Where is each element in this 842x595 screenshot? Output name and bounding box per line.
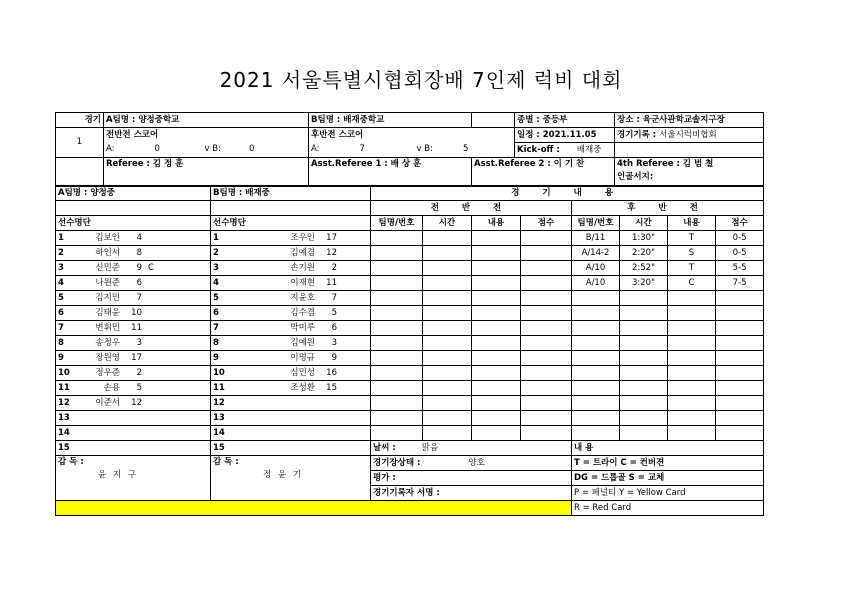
match-header-table (55, 112, 764, 187)
player-a-cell: 4 나원준 6 (56, 276, 211, 291)
player-list-b-label: 선수명단 (211, 216, 371, 231)
venue: 장소 : 육군사관학교솔지구장 (615, 113, 764, 128)
event-score: 7-5 (716, 276, 764, 291)
col-time-2: 시간 (620, 216, 668, 231)
table-row (56, 231, 764, 246)
player-a-cell: 15 (56, 441, 211, 456)
col-score-2: 점수 (716, 216, 764, 231)
legend-4: R = Red Card (572, 501, 764, 516)
table-row (56, 351, 764, 366)
player-a-cell: 13 (56, 411, 211, 426)
player-b-cell: 4 이재현 11 (211, 276, 371, 291)
event-time: 2:20" (620, 246, 668, 261)
asst-referee-2: Asst.Referee 2 : 이 기 찬 (472, 158, 615, 187)
game-label: 경기 (56, 113, 104, 128)
kickoff: Kick-off : 배재중 (515, 143, 615, 158)
legend-3: P = 페널티 Y = Yellow Card (572, 486, 764, 501)
asst-referee-1: Asst.Referee 1 : 배 상 훈 (309, 158, 472, 187)
weather: 날씨 : 맑음 (371, 441, 572, 456)
table-row (56, 336, 764, 351)
player-b-cell: 14 (211, 426, 371, 441)
fourth-referee: 4th Referee : 김 범 철 인골서지: (615, 158, 764, 187)
player-b-cell: 8 김예원 3 (211, 336, 371, 351)
event-content: T (668, 261, 716, 276)
table-row (56, 261, 764, 276)
table-row (56, 441, 764, 456)
game-number: 1 (56, 128, 104, 158)
event-score: 0-5 (716, 246, 764, 261)
event-team: A/10 (572, 276, 620, 291)
category: 종별 : 중등부 (515, 113, 615, 128)
player-a-cell: 6 김태윤 10 (56, 306, 211, 321)
document-title: 2021 서울특별시협회장배 7인제 럭비 대회 (219, 68, 623, 92)
event-team: A/14-2 (572, 246, 620, 261)
player-b-cell: 10 심민성 16 (211, 366, 371, 381)
player-b-cell: 2 김예겸 12 (211, 246, 371, 261)
fh-b: v B: 0 (193, 143, 309, 158)
recorder-signature: 경기기록자 서명 : (371, 486, 572, 501)
player-a-cell: 2 하인서 8 (56, 246, 211, 261)
date: 일정 : 2021.11.05 (515, 128, 615, 143)
player-a-cell: 10 정우준 2 (56, 366, 211, 381)
player-a-cell: 1 김보인 4 (56, 231, 211, 246)
player-b-cell: 15 (211, 441, 371, 456)
roster-team-b: B팀명 : 배재중 (211, 186, 371, 201)
col-team-no-2: 팀명/번호 (572, 216, 620, 231)
player-a-cell: 12 이준서 12 (56, 396, 211, 411)
col-time: 시간 (423, 216, 472, 231)
event-score: 0-5 (716, 231, 764, 246)
col-score: 점수 (521, 216, 572, 231)
table-row (56, 321, 764, 336)
roster-table (55, 185, 764, 516)
sh-a: A: 7 (309, 143, 409, 158)
player-list-a-label: 선수명단 (56, 216, 211, 231)
table-row (56, 396, 764, 411)
table-row (56, 426, 764, 441)
team-a-name: A팀명 : 양정중학교 (104, 113, 309, 128)
team-b-name: B팀명 : 배재중학교 (309, 113, 472, 128)
coach-b: 감 독 : 정 윤 기 (211, 456, 371, 486)
highlight-bar (56, 501, 572, 516)
event-content: S (668, 246, 716, 261)
col-content: 내용 (472, 216, 521, 231)
player-b-cell: 6 김수겸 5 (211, 306, 371, 321)
event-time: 2:52" (620, 261, 668, 276)
player-a-cell: 9 장원영 17 (56, 351, 211, 366)
table-row (56, 276, 764, 291)
coach-a: 감 독 : 윤 지 구 (56, 456, 211, 486)
fh-a: A: 0 (104, 143, 193, 158)
player-a-cell: 3 신민준 9 C (56, 261, 211, 276)
event-team: A/10 (572, 261, 620, 276)
game-content-header: 경 기 내 용 (371, 186, 764, 201)
second-half-header: 후 반 전 (572, 201, 764, 216)
player-a-cell: 11 손용 5 (56, 381, 211, 396)
table-row (56, 366, 764, 381)
second-half-score-label: 후반전 스코어 (309, 128, 515, 143)
first-half-header: 전 반 전 (371, 201, 572, 216)
player-b-cell: 1 조우인 17 (211, 231, 371, 246)
event-team: B/11 (572, 231, 620, 246)
roster-team-a: A팀명 : 양정중 (56, 186, 211, 201)
player-b-cell: 5 지윤호 7 (211, 291, 371, 306)
player-b-cell: 13 (211, 411, 371, 426)
legend-title: 내 용 (572, 441, 764, 456)
player-a-cell: 14 (56, 426, 211, 441)
field-condition: 경기장상태 : 양호 (371, 456, 572, 471)
recorder: 경기기록 : 서울시럭비협회 (615, 128, 764, 143)
table-row (56, 411, 764, 426)
table-row (56, 381, 764, 396)
player-a-cell: 7 변휘민 11 (56, 321, 211, 336)
event-content: C (668, 276, 716, 291)
legend-2: DG = 드롭골 S = 교체 (572, 471, 764, 486)
player-b-cell: 9 이명규 9 (211, 351, 371, 366)
col-content-2: 내용 (668, 216, 716, 231)
evaluation: 평가 : (371, 471, 572, 486)
player-b-cell: 12 (211, 396, 371, 411)
player-b-cell: 3 손기원 2 (211, 261, 371, 276)
player-b-cell: 7 박미루 6 (211, 321, 371, 336)
table-row (56, 246, 764, 261)
legend-1: T = 트라이 C = 컨버젼 (572, 456, 764, 471)
event-score: 5-5 (716, 261, 764, 276)
table-row (56, 306, 764, 321)
sh-b: v B: 5 (409, 143, 515, 158)
first-half-score-label: 전반전 스코어 (104, 128, 309, 143)
player-b-cell: 11 조성환 15 (211, 381, 371, 396)
player-a-cell: 8 송정우 3 (56, 336, 211, 351)
table-row (56, 291, 764, 306)
event-time: 1:30" (620, 231, 668, 246)
event-time: 3:20" (620, 276, 668, 291)
event-content: T (668, 231, 716, 246)
referee: Referee : 김 정 훈 (104, 158, 309, 187)
col-team-no: 팀명/번호 (371, 216, 423, 231)
player-a-cell: 5 김지민 7 (56, 291, 211, 306)
